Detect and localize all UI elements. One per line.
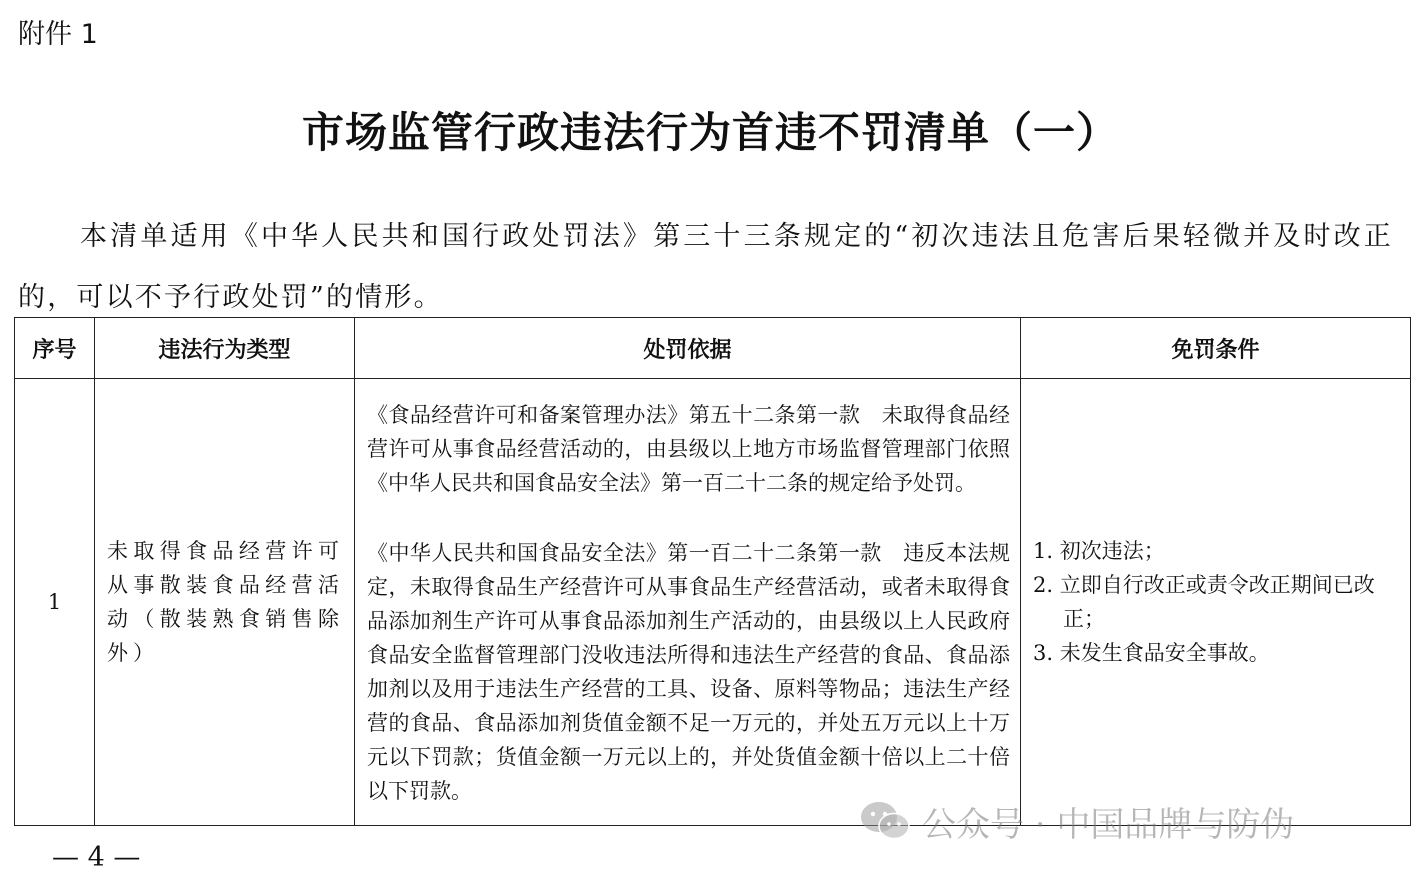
watermark-text: 公众号 · 中国品牌与防伪 [922, 804, 1295, 845]
header-serial-number: 序号 [15, 318, 95, 379]
header-exemption-conditions: 免罚条件 [1021, 318, 1411, 379]
annex-label: 附件 1 [18, 19, 98, 50]
intro-paragraph: 本清单适用《中华人民共和国行政处罚法》第三十三条规定的“初次违法且危害后果轻微并及时改正的，可以不予行政处罚”的情形。 [18, 221, 1393, 313]
conditions-list [1033, 534, 1398, 670]
cell-penalty-basis [355, 379, 1021, 826]
header-violation-type: 违法行为类型 [95, 318, 355, 379]
header-penalty-basis: 处罚依据 [355, 318, 1021, 379]
watermark [858, 796, 1294, 846]
cell-exemption-conditions [1021, 379, 1411, 826]
cell-violation-type: 未取得食品经营许可从事散装食品经营活动（散装熟食销售除外） [95, 379, 355, 826]
page-number: — 4 — [52, 842, 141, 873]
condition-item: 1. 初次违法； [1033, 539, 1165, 563]
table-header-row [15, 318, 1411, 379]
condition-item: 2. 立即自行改正或责令改正期间已改正； [1033, 573, 1375, 631]
wechat-icon [858, 799, 914, 843]
table-row [15, 379, 1411, 826]
penalty-exemption-table [14, 317, 1411, 826]
basis-paragraph: 《中华人民共和国食品安全法》第一百二十二条第一款 违反本法规定，未取得食品生产经营许可从事食品生产经营活动，或者未取得食品添加剂生产许可从事食品添加剂生产活动的，由县级以上人民政府食品安全监督管理部门没收违法所得和违法生产经营的食品、食品添加剂以及用于违法生产经营的工具、设备、原料等物品；违法生产经营的食品、食品添加剂货值金额不足一万元的，并处五万元以上十万元以下罚款；货值金额一万元以上的，并处货值金额十倍以上二十倍以下罚款。 [367, 541, 1010, 803]
basis-paragraph: 《食品经营许可和备案管理办法》第五十二条第一款 未取得食品经营许可从事食品经营活动的，由县级以上地方市场监督管理部门依照《中华人民共和国食品安全法》第一百二十二条的规定给予处罚。 [367, 403, 1010, 495]
page-title: 市场监管行政违法行为首违不罚清单（一） [301, 108, 1119, 157]
condition-item: 3. 未发生食品安全事故。 [1033, 641, 1270, 665]
cell-serial-number: 1 [15, 379, 95, 826]
